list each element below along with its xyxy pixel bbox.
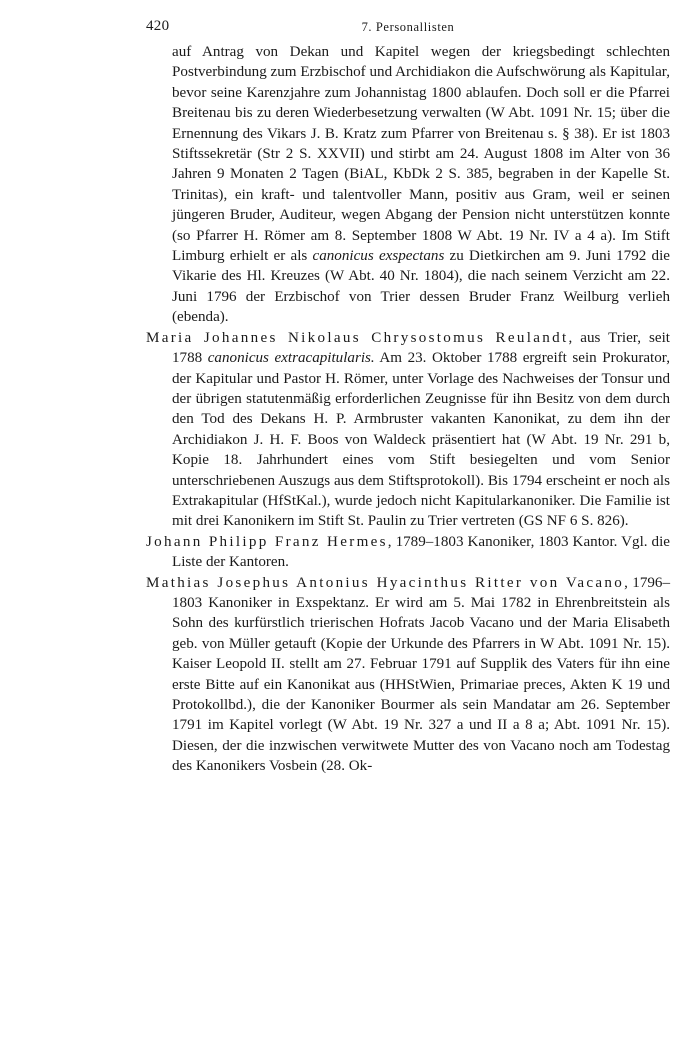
entry-text: , 1796–1803 Kanoniker in Exspektanz. Er wird am 5. Mai 1782 in Ehrenbreitstein als Sohn des kurfürstlich trierischen Hofrats Jacob Vacano und der Maria Elisabeth geb. von Müller getauft (Kopie der Urkunde des Pfarrers in W Abt. 1091 Nr. 15). Kaiser Leopold II. stellt am 27. Februar 1791 auf Supplik des Vaters für ihn eine erste Bitte auf ein Kanonikat aus (HHStWien, Primariae preces, Akten K 19 und Protokollbd.), die der Kanoniker Bourmer als sein Mandatar am 26. September 1791 im Kapitel vorlegt (W Abt. 19 Nr. 327 a und II a 8 a; Abt. 1091 Nr. 15). Diesen, der die inzwischen verwitwete Mutter des von Vacano noch am Todestag des Kanonikers Vosbein (28. Ok- [172, 574, 671, 775]
person-name: Maria Johannes Nikolaus Chrysostomus Reulandt [146, 329, 569, 346]
entry-text: Am 23. Oktober 1788 ergreift sein Prokurator, der Kapitular und Pastor H. Römer, unter Vorlage des Nachweises der Tonsur und der übrigen statutenmäßig erforderlichen Zeugnisse für ihn Besitz von dem durch den Tod des Dekans H. P. Armbruster vakanten Kanonikat, zu dem ihn der Archidiakon J. H. F. Boos von Waldeck präsentiert hat (W Abt. 19 Nr. 291 b, Kopie 18. Jahrhundert eines vom Stift besiegelten und vom Senior unterschriebenen Auszugs aus dem Stiftsprotokoll). Bis 1794 erscheint er noch als Extrakapitular (HfStKal.), wurde jedoch nicht Kapitularkanoniker. Die Familie ist mit drei Kanonikern im Stift St. Paulin zu Trier vertreten (GS NF 6 S. 826). [172, 350, 670, 530]
person-name: Mathias Josephus Antonius Hyacinthus Ritter von Vacano [146, 574, 625, 591]
person-name: Johann Philipp Franz Hermes [146, 533, 388, 550]
entry-text: , aus Trier, seit 1788 [172, 329, 670, 367]
person-entry-paragraph [146, 328, 670, 532]
entry-text: auf Antrag von Dekan und Kapitel wegen der kriegsbedingt schlechten Postverbindung zum Erzbischof und Archidiakon die Aufschwörung als Kapitular, bevor seine Karenzjahre zum Johannistag 1800 ablaufen. Doch soll er die Pfarrei Breitenau bis zu deren Wiederbesetzung verwalten (W Abt. 1091 Nr. 15; über die Ernennung des Vikars J. B. Kratz zum Pfarrer von Breitenau s. § 38). Er ist 1803 Stiftssekretär (Str 2 S. XXVII) und stirbt am 24. August 1808 im Alter von 36 Jahren 9 Monaten 2 Tagen (BiAL, KbDk 2 S. 385, begraben in der Kapelle St. Trinitas), ein kraft- und talentvoller Mann, positiv aus Gram, weil er seinen jüngeren Bruder, Auditeur, wegen Abgang der Pension nicht unterstützen konnte (so Pfarrer H. Römer am 8. September 1808 W Abt. 19 Nr. IV a 4 a). Im Stift Limburg erhielt er als [172, 44, 670, 265]
latin-term: canonicus extracapitularis. [207, 350, 375, 367]
continued-entry-paragraph [146, 42, 670, 328]
page-number: 420 [146, 18, 170, 34]
page-header [146, 18, 670, 38]
entry-text: zu Dietkirchen am 9. Juni 1792 die Vikarie des Hl. Kreuzes (W Abt. 40 Nr. 1804), die nach seinem Verzicht am 22. Juni 1796 der Erzbischof von Trier dessen Bruder Franz Weilburg verlieh (ebenda). [172, 248, 670, 326]
main-text [146, 42, 670, 777]
person-entry-paragraph [146, 532, 670, 573]
latin-term: canonicus exspectans [312, 248, 445, 265]
entry-text: , 1789–1803 Kanoniker, 1803 Kantor. Vgl. die Liste der Kantoren. [172, 533, 670, 571]
running-head: 7. Personallisten [361, 20, 455, 34]
person-entry-paragraph [146, 573, 670, 777]
